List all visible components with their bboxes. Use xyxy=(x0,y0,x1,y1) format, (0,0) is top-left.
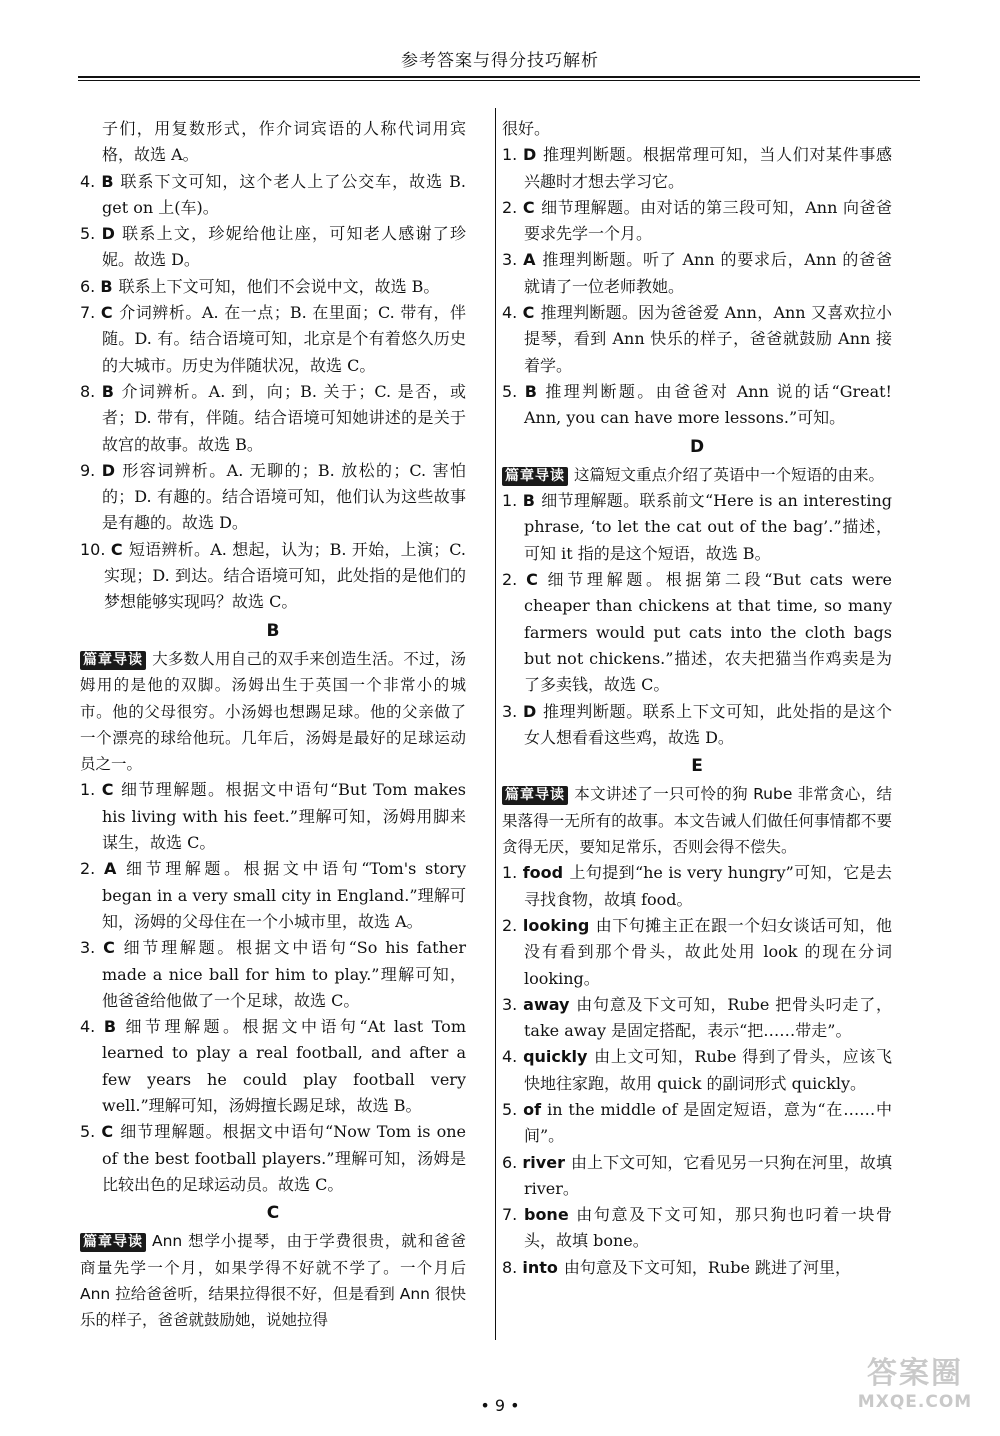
continued-text: 子们，用复数形式，作介词宾语的人称代词用宾格，故选 A。 xyxy=(102,119,466,165)
answer-item xyxy=(502,488,892,567)
explanation-text: 细节理解题。根据文中语句“At last Tom learned to play a real football, and after a few years he could play football very well.”理解可知，汤姆擅长踢足球，故选 B。 xyxy=(102,1017,466,1115)
passage-intro-e xyxy=(502,781,892,860)
answer-key: D xyxy=(101,460,116,480)
answer-item xyxy=(502,860,892,913)
explanation-text: 短语辨析。A. 想起，认为；B. 开始，上演；C. 实现；D. 到达。结合语境可知，此处指的是他们的梦想能够实现吗？故选 C。 xyxy=(104,539,466,612)
answer-key: B xyxy=(522,491,535,511)
answer-item xyxy=(502,247,892,300)
question-number: 1. xyxy=(502,145,518,165)
column-divider xyxy=(495,108,496,1340)
answer-key: bone xyxy=(523,1205,569,1225)
explanation-text: 细节理解题。由对话的第三段可知，Ann 向爸爸要求先学一个月。 xyxy=(524,197,892,244)
answer-key: into xyxy=(522,1257,558,1277)
explanation-text: 细节理解题。根据文中语句“Tom's story began in a very small city in England.”理解可知，汤姆的父母住在一个小城市里，故选 A。 xyxy=(102,859,466,931)
passage-guide-badge: 篇章导读 xyxy=(502,467,568,486)
question-number: 4. xyxy=(80,171,96,191)
answer-key: C xyxy=(110,539,123,559)
watermark-top: 答案圈 xyxy=(867,1356,963,1391)
explanation-text: 由句意及下文可知，Rube 把骨头叼走了，take away 是固定搭配，表示“把……带走”。 xyxy=(524,994,892,1041)
answer-key: C xyxy=(101,780,114,800)
answer-key: of xyxy=(523,1099,542,1119)
continued-text: 很好。 xyxy=(502,119,551,138)
question-number: 4. xyxy=(502,303,518,323)
answer-key: D xyxy=(523,701,537,721)
explanation-text: 上句提到“he is very hungry”可知，它是去寻找食物，故填 food。 xyxy=(524,863,892,909)
section-heading-b: B xyxy=(266,620,280,641)
explanation-text: 细节理解题。联系前文“Here is an interesting phrase, ‘to let the cat out of the bag’.”描述，可知 it 指的是这个短语，故选 B。 xyxy=(524,491,892,563)
answer-item xyxy=(80,379,466,458)
answer-key: C xyxy=(526,570,538,590)
answer-list-b xyxy=(80,777,466,1198)
explanation-text: 推理判断题。联系上下文可知，此处指的是这个女人想看看这些鸡，故选 D。 xyxy=(524,701,892,747)
explanation-text: 细节理解题。根据文中语句“So his father made a nice ball for him to play.”理解可知，他爸爸给他做了一个足球，故选 C。 xyxy=(102,938,466,1010)
question-number: 1. xyxy=(80,780,96,800)
answer-item xyxy=(502,1044,892,1097)
answer-key: A xyxy=(103,859,117,879)
explanation-text: 推理判断题。根据常理可知，当人们对某件事感兴趣时才想去学习它。 xyxy=(524,145,892,191)
passage-guide-badge: 篇章导读 xyxy=(80,651,146,670)
watermark-bottom: MXQE.COM xyxy=(857,1392,973,1412)
question-number: 3. xyxy=(502,701,518,721)
answer-list-d xyxy=(502,488,892,751)
explanation-text: 推理判断题。由爸爸对 Ann 说的话“Great! Ann, you can have more lessons.”可知。 xyxy=(524,381,892,428)
right-column xyxy=(502,116,892,1281)
answer-item xyxy=(502,1255,892,1281)
page-header: 参考答案与得分技巧解析 xyxy=(401,51,599,71)
question-number: 8. xyxy=(80,381,96,401)
question-number: 7. xyxy=(80,303,96,323)
header-rule-thick xyxy=(78,76,920,78)
answer-key: D xyxy=(101,224,115,244)
answer-item xyxy=(502,913,892,992)
left-column xyxy=(80,116,466,1334)
answer-key: C xyxy=(103,938,115,958)
explanation-text: 细节理解题。根据文中语句“Now Tom is one of the best football players.”理解可知，汤姆是比较出色的足球运动员。故选 C。 xyxy=(102,1122,466,1194)
answer-key: C xyxy=(522,303,535,323)
explanation-text: 形容词辨析。A. 无聊的；B. 放松的；C. 害怕的；D. 有趣的。结合语境可知，他们认为这些故事是有趣的。故选 D。 xyxy=(102,460,466,533)
question-number: 2. xyxy=(502,570,518,590)
question-number: 7. xyxy=(502,1205,518,1225)
passage-guide-badge: 篇章导读 xyxy=(80,1233,146,1252)
question-number: 9. xyxy=(80,460,96,480)
answer-item xyxy=(80,856,466,935)
explanation-text: 介词辨析。A. 在一点；B. 在里面；C. 带有，伴随。D. 有。结合语境可知，北京是个有着悠久历史的大城市。历史为伴随状况，故选 C。 xyxy=(102,303,466,375)
explanation-text: 推理判断题。因为爸爸爱 Ann，Ann 又喜欢拉小提琴，看到 Ann 快乐的样子，爸爸就鼓励 Ann 接着学。 xyxy=(524,303,892,375)
passage-intro-text: 这篇短文重点介绍了英语中一个短语的由来。 xyxy=(574,465,885,484)
answer-item xyxy=(502,142,892,195)
answer-key: B xyxy=(101,171,114,191)
answer-item xyxy=(80,300,466,379)
answer-item xyxy=(80,777,466,856)
question-number: 5. xyxy=(502,381,518,401)
section-heading-e: E xyxy=(691,756,703,777)
question-number: 10. xyxy=(80,539,106,559)
explanation-text: 由下句摊主正在跟一个妇女谈话可知，他没有看到那个骨头，故此处用 look 的现在分词 looking。 xyxy=(524,915,892,988)
answer-key: B xyxy=(524,381,537,401)
passage-intro-c xyxy=(80,1228,466,1333)
answer-item xyxy=(502,1097,892,1150)
passage-intro-d xyxy=(502,462,892,488)
answer-key: B xyxy=(103,1017,117,1037)
explanation-text: 推理判断题。听了 Ann 的要求后，Ann 的爸爸就请了一位老师教她。 xyxy=(524,250,892,296)
explanation-text: 细节理解题。根据文中语句“But Tom makes his living with his feet.”理解可知，汤姆用脚来谋生，故选 C。 xyxy=(102,780,466,853)
explanation-text: 联系下文可知，这个老人上了公交车，故选 B. get on 上(车)。 xyxy=(102,171,466,217)
question-number: 8. xyxy=(502,1257,518,1277)
explanation-text: in the middle of 是固定短语，意为“在……中间”。 xyxy=(524,1099,892,1146)
question-number: 3. xyxy=(502,250,518,270)
passage-intro-text: 本文讲述了一只可怜的狗 Rube 非常贪心，结果落得一无所有的故事。本文告诫人们做任何事情都不要贪得无厌，要知足常乐，否则会得不偿失。 xyxy=(502,785,892,857)
question-number: 4. xyxy=(502,1047,518,1067)
passage-guide-badge: 篇章导读 xyxy=(502,786,568,805)
answer-list-c xyxy=(502,142,892,431)
page-number: • 9 • xyxy=(480,1396,520,1415)
answer-item xyxy=(80,1014,466,1119)
answer-key: B xyxy=(101,381,114,401)
answer-key: C xyxy=(522,197,535,217)
answer-key: away xyxy=(523,994,570,1014)
passage-intro-b xyxy=(80,646,466,777)
answer-key: A xyxy=(523,250,536,270)
watermark-logo xyxy=(840,1356,990,1428)
question-number: 3. xyxy=(80,938,96,958)
answer-item xyxy=(80,458,466,537)
explanation-text: 联系上下文可知，他们不会说中文，故选 B。 xyxy=(118,276,440,296)
answer-key: C xyxy=(100,303,113,323)
passage-intro-text: 大多数人用自己的双手来创造生活。不过，汤姆用的是他的双脚。汤姆出生于英国一个非常小的城市。他的父母很穷。小汤姆也想踢足球。他的父亲做了一个漂亮的球给他玩。几年后，汤姆是最好的足球运动员之一。 xyxy=(80,649,466,774)
answer-list-a xyxy=(80,169,466,616)
passage-intro-text: Ann 想学小提琴，由于学费很贵，就和爸爸商量先学一个月，如果学得不好就不学了。一个月后 Ann 拉给爸爸听，结果拉得很不好，但是看到 Ann 很快乐的样子，爸爸就鼓励她，说她拉得 xyxy=(80,1232,466,1330)
answer-key: B xyxy=(100,276,113,296)
question-number: 4. xyxy=(80,1017,96,1037)
answer-item xyxy=(80,274,466,300)
question-number: 6. xyxy=(502,1152,518,1172)
answer-item xyxy=(502,300,892,379)
section-heading-d: D xyxy=(689,436,705,457)
answer-item xyxy=(502,195,892,248)
explanation-text: 由上文可知，Rube 得到了骨头，应该飞快地往家跑，故用 quick 的副词形式 quickly。 xyxy=(524,1047,892,1093)
answer-key: D xyxy=(523,145,537,165)
answer-item xyxy=(502,1150,892,1203)
answer-key: food xyxy=(522,863,564,883)
question-number: 5. xyxy=(502,1099,518,1119)
explanation-text: 由句意及下文可知，那只狗也叼着一块骨头，故填 bone。 xyxy=(524,1205,892,1251)
answer-item xyxy=(80,221,466,274)
answer-item xyxy=(80,169,466,222)
question-number: 5. xyxy=(80,224,96,244)
question-number: 2. xyxy=(502,915,518,935)
question-number: 2. xyxy=(502,197,518,217)
answer-item xyxy=(80,537,466,616)
answer-key: quickly xyxy=(523,1047,588,1067)
answer-key: river xyxy=(522,1152,565,1172)
question-number: 2. xyxy=(80,859,96,879)
question-number: 5. xyxy=(80,1122,96,1142)
question-number: 3. xyxy=(502,994,518,1014)
question-number: 6. xyxy=(80,276,96,296)
answer-item xyxy=(502,992,892,1045)
header-rule-thin xyxy=(78,80,920,81)
answer-item xyxy=(502,699,892,752)
answer-key: C xyxy=(101,1122,114,1142)
answer-item xyxy=(80,935,466,1014)
explanation-text: 由上下文可知，它看见另一只狗在河里，故填 river。 xyxy=(524,1152,892,1198)
explanation-text: 细节理解题。根据第二段“But cats were cheaper than chickens at that time, so many farmers would put cats into the cloth bags but not chickens.”描述，农夫把猫当作鸡卖是为了多卖钱，故选 C。 xyxy=(524,570,892,695)
question-number: 1. xyxy=(502,491,518,511)
answer-item xyxy=(80,1119,466,1198)
answer-key: looking xyxy=(522,915,590,935)
explanation-text: 联系上文，珍妮给他让座，可知老人感谢了珍妮。故选 D。 xyxy=(102,224,466,270)
answer-item xyxy=(502,567,892,698)
answer-item xyxy=(502,1202,892,1255)
explanation-text: 介词辨析。A. 到，向；B. 关于；C. 是否，或者；D. 带有，伴随。结合语境可知她讲述的是关于故宫的故事。故选 B。 xyxy=(102,381,466,454)
answer-list-e xyxy=(502,860,892,1281)
answer-item xyxy=(502,379,892,432)
section-heading-c: C xyxy=(266,1203,280,1224)
explanation-text: 由句意及下文可知，Rube 跳进了河里， xyxy=(563,1257,852,1277)
question-number: 1. xyxy=(502,863,518,883)
